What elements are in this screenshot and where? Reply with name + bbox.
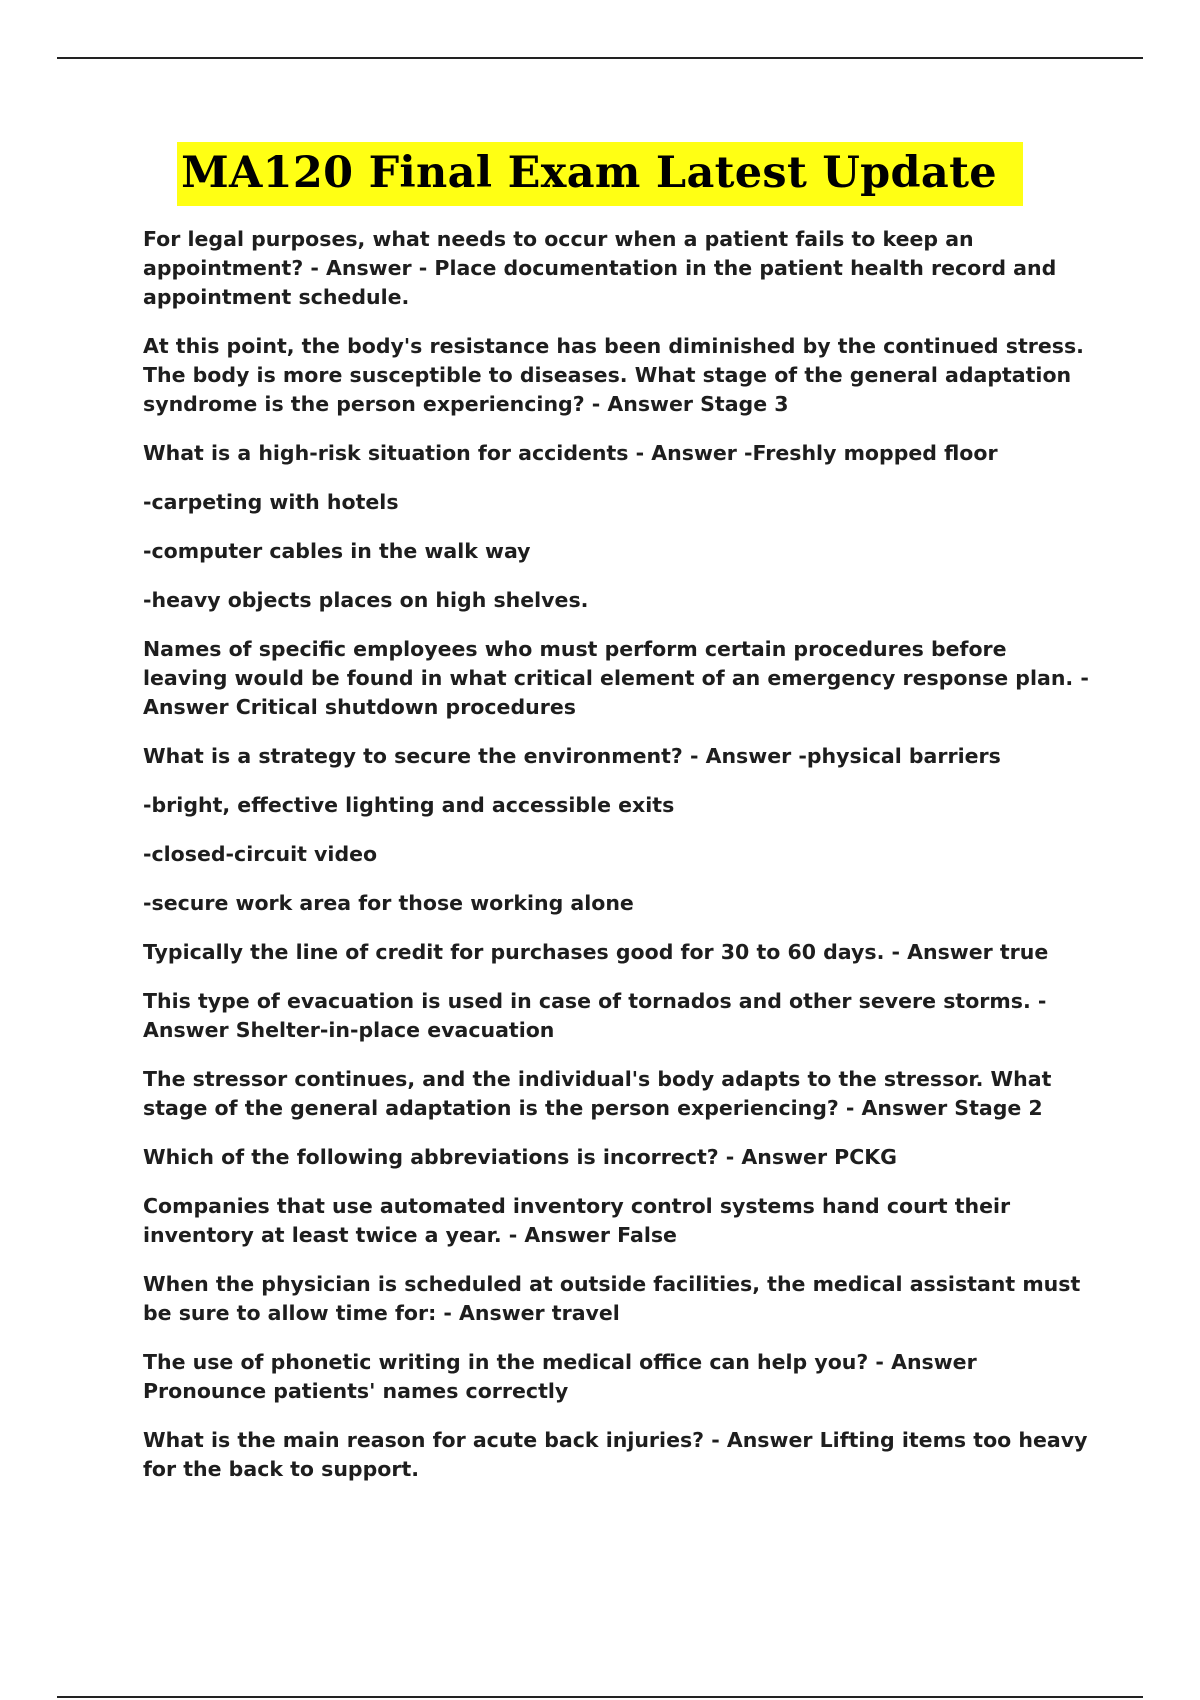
list-item-heavy-objects: -heavy objects places on high shelves. (143, 588, 589, 612)
paragraph-emergency-response-plan: Names of specific employees who must perform certain procedures before leaving would be found in what critical element of an emergency response plan. - Answer Critical shutdown procedures (143, 637, 1089, 719)
list-item-secure-work-area: -secure work area for those working alone (143, 891, 634, 915)
document-body (143, 225, 1093, 1504)
paragraph-abbreviations: Which of the following abbreviations is incorrect? - Answer PCKG (143, 1145, 897, 1169)
paragraph-back-injuries: What is the main reason for acute back injuries? - Answer Lifting items too heavy for the back to support. (143, 1428, 1088, 1481)
paragraph-high-risk-accidents: What is a high-risk situation for accidents - Answer -Freshly mopped floor (143, 441, 998, 465)
paragraph-line-of-credit: Typically the line of credit for purchases good for 30 to 60 days. - Answer true (143, 940, 1049, 964)
paragraph-adaptation-stage-3: At this point, the body's resistance has been diminished by the continued stress. The body is more susceptible to diseases. What stage of the general adaptation syndrome is the person experiencing? - Answer Stage 3 (143, 334, 1084, 416)
document-title: MA120 Final Exam Latest Update (177, 142, 1023, 206)
list-item-computer-cables: -computer cables in the walk way (143, 539, 531, 563)
paragraph-adaptation-stage-2: The stressor continues, and the individual's body adapts to the stressor. What stage of the general adaptation is the person experiencing? - Answer Stage 2 (143, 1067, 1052, 1120)
paragraph-secure-environment: What is a strategy to secure the environment? - Answer -physical barriers (143, 744, 1001, 768)
paragraph-evacuation-type: This type of evacuation is used in case of tornados and other severe storms. - Answer Shelter-in-place evacuation (143, 989, 1047, 1042)
paragraph-physician-scheduling: When the physician is scheduled at outside facilities, the medical assistant must be sure to allow time for: - Answer travel (143, 1272, 1081, 1325)
paragraph-phonetic-writing: The use of phonetic writing in the medical office can help you? - Answer Pronounce patients' names correctly (143, 1350, 977, 1403)
title-container (0, 142, 1200, 206)
paragraph-inventory-control: Companies that use automated inventory control systems hand court their inventory at least twice a year. - Answer False (143, 1194, 1011, 1247)
paragraph-missed-appointment: For legal purposes, what needs to occur when a patient fails to keep an appointment? - Answer - Place documentation in the patient health record and appointment schedule. (143, 227, 1057, 309)
bottom-rule (57, 1696, 1143, 1698)
list-item-closed-circuit-video: -closed-circuit video (143, 842, 378, 866)
top-rule (57, 57, 1143, 59)
list-item-carpeting: -carpeting with hotels (143, 490, 399, 514)
list-item-lighting-exits: -bright, effective lighting and accessible exits (143, 793, 675, 817)
